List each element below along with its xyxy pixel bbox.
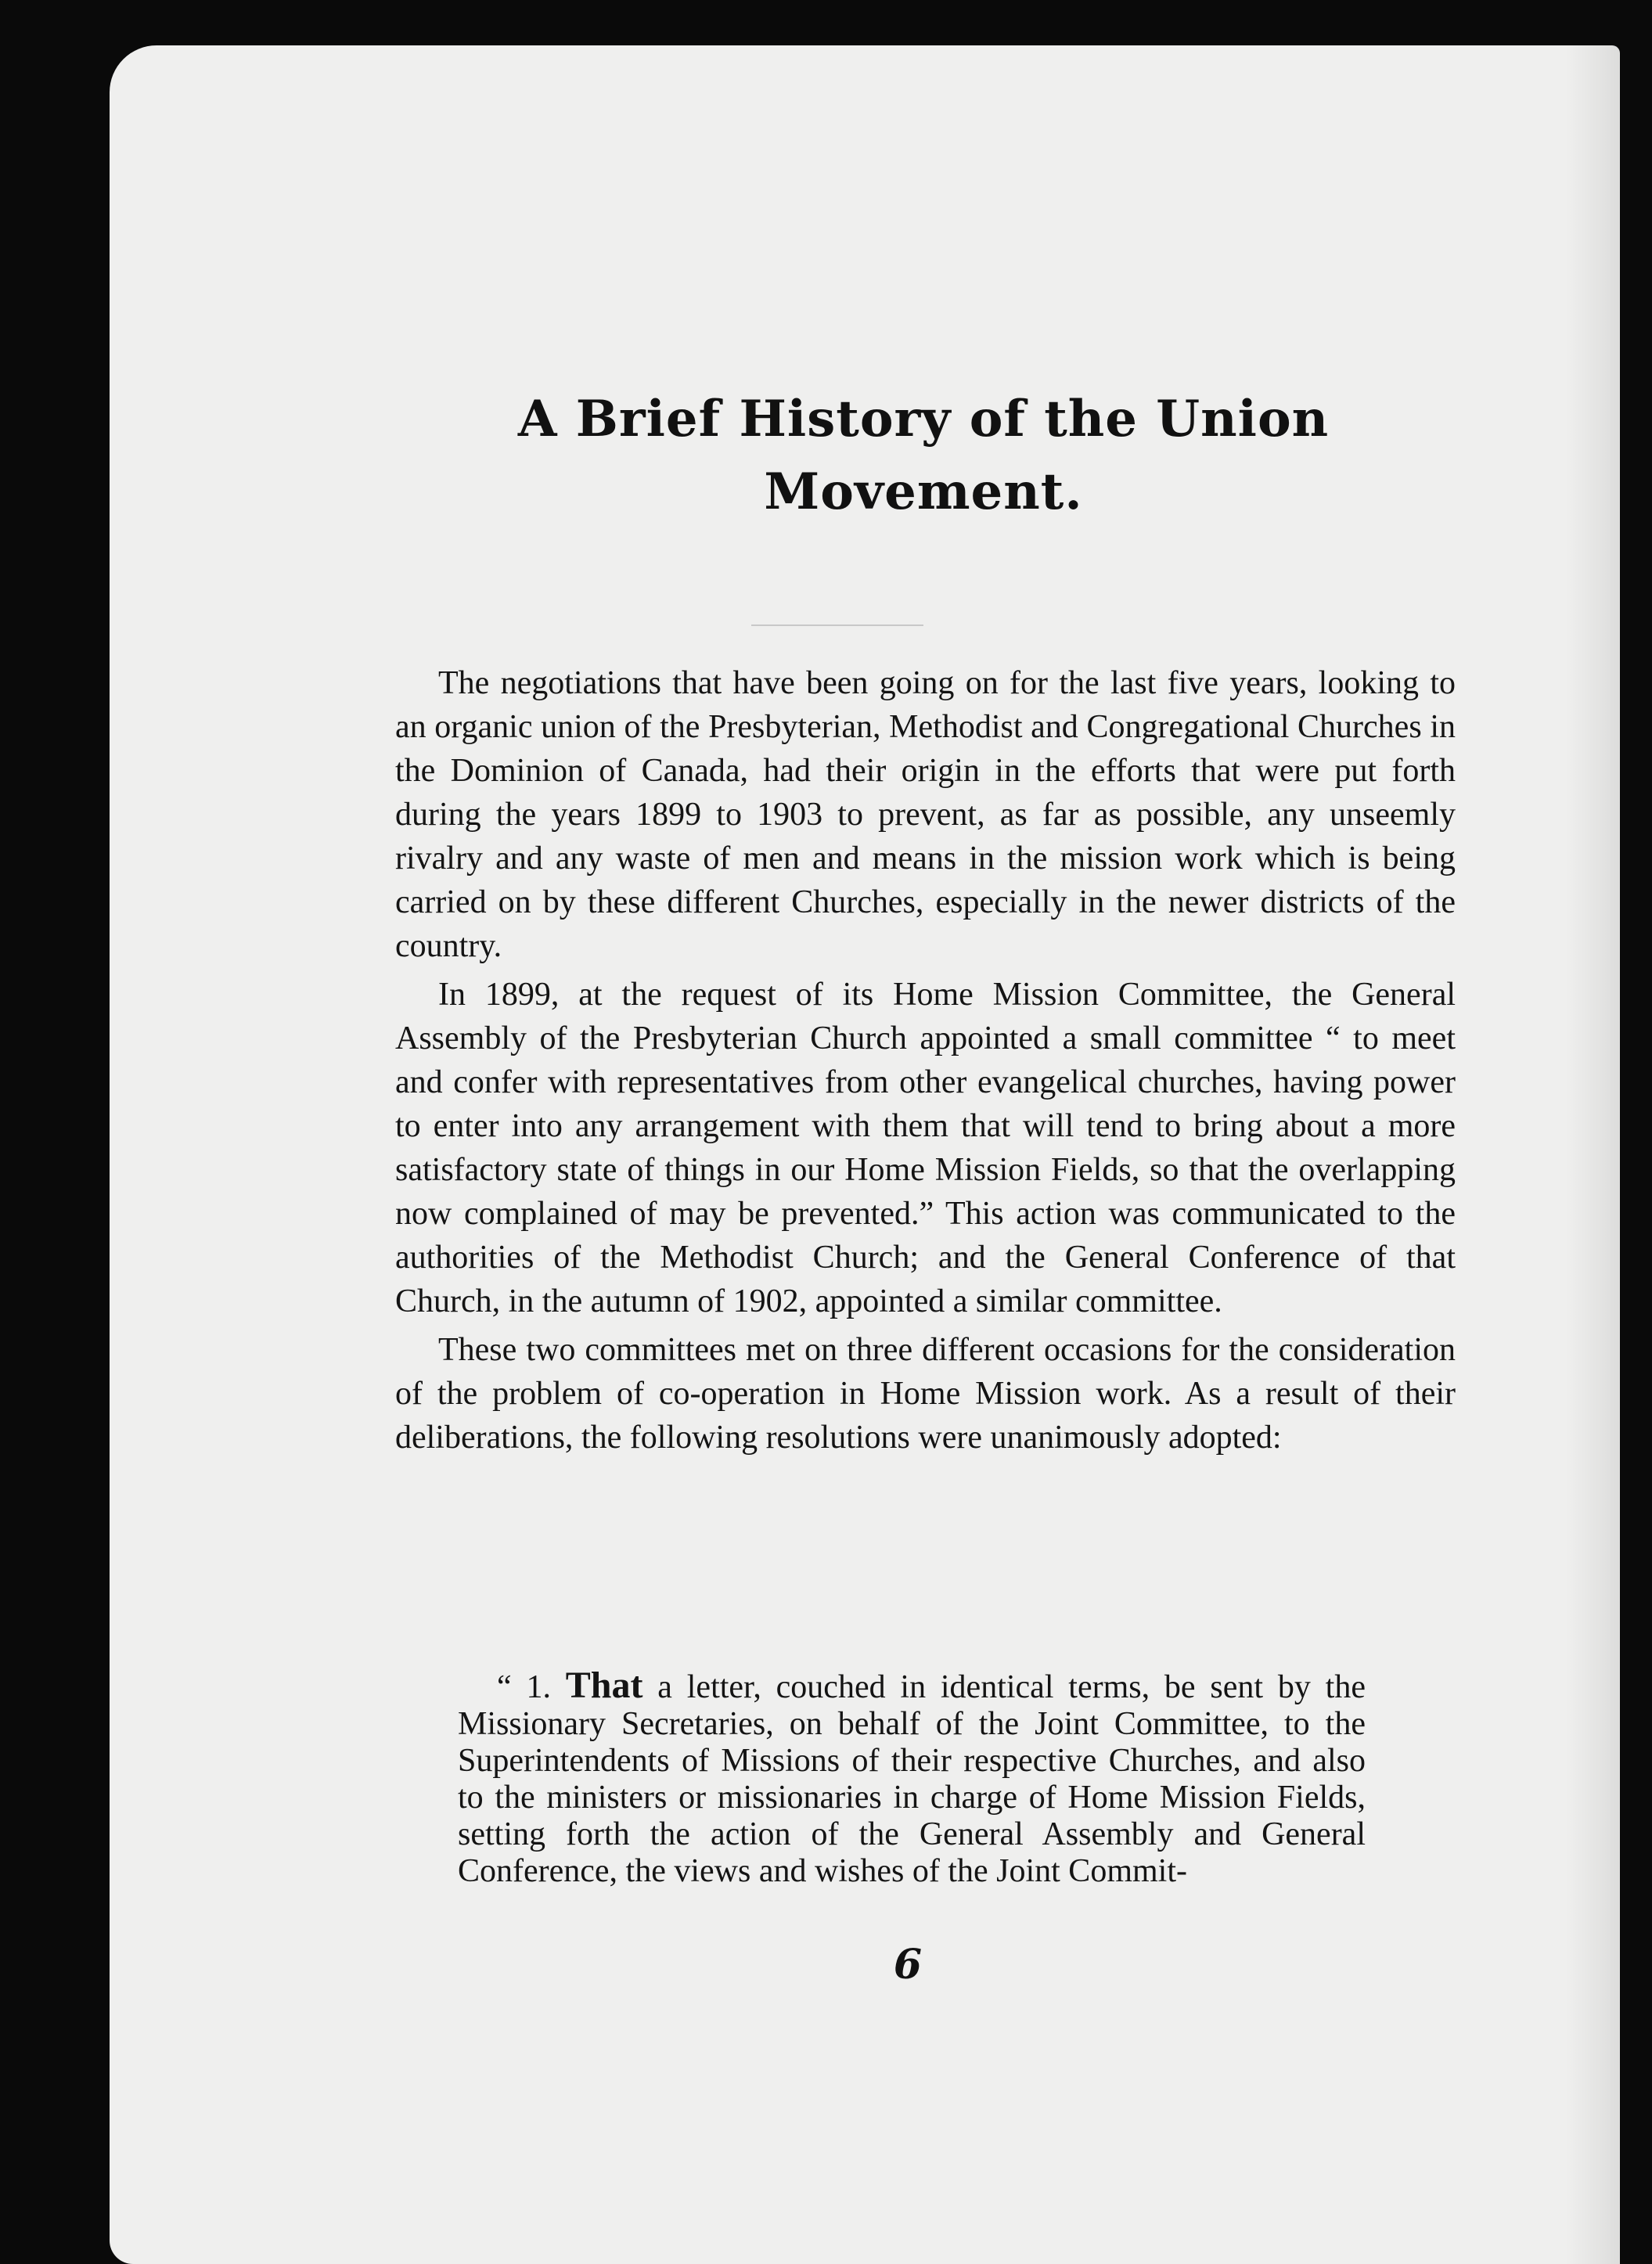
page-title: A Brief History of the Union Movement. xyxy=(517,390,1330,521)
paragraph: These two committees met on three different occasions for the consideration of the problem of co-operation in Home Mission work. As a result of their deliberations, the following resolutions were unanimously adopted: xyxy=(395,1332,1456,1456)
scan-shadow xyxy=(1565,45,1620,2264)
title-divider xyxy=(751,624,923,626)
page-number: 6 xyxy=(893,1941,923,1989)
resolution-quote xyxy=(458,1667,1366,1890)
resolution-text: a letter, couched in identical terms, be sent by the Missionary Secretaries, on behalf of the Joint Committee, to the Superintendents of Missions of their respective Churches, and also to the ministers or missionaries in charge of Home Mission Fields, setting forth the action of the General Assembly and General Conference, the views and wishes of the Joint Commit- xyxy=(458,1669,1366,1889)
paragraph: In 1899, at the request of its Home Mission Committee, the General Assembly of the Presbyterian Church appointed a small committee “ to meet and confer with representatives from other evangelical churches, having power to enter into any arrangement with them that will tend to bring about a more satisfactory state of things in our Home Mission Fields, so that the overlapping now complained of may be prevented.” This action was communicated to the authorities of the Methodist Church; and the General Conference of that Church, in the autumn of 1902, appointed a similar committee. xyxy=(395,977,1456,1319)
resolution-paragraph xyxy=(458,1667,1366,1890)
paragraph: The negotiations that have been going on for the last five years, looking to an organic union of the Presbyterian, Methodist and Congregational Churches in the Dominion of Canada, had their origin in the efforts that were put forth during the years 1899 to 1903 to prevent, as far as possible, any unseemly rivalry and any waste of men and means in the mission work which is being carried on by these different Churches, especially in the newer districts of the country. xyxy=(395,665,1456,964)
resolution-lead-word: That xyxy=(565,1665,643,1706)
resolution-prefix: “ 1. xyxy=(497,1669,566,1705)
body-text xyxy=(395,661,1456,1464)
